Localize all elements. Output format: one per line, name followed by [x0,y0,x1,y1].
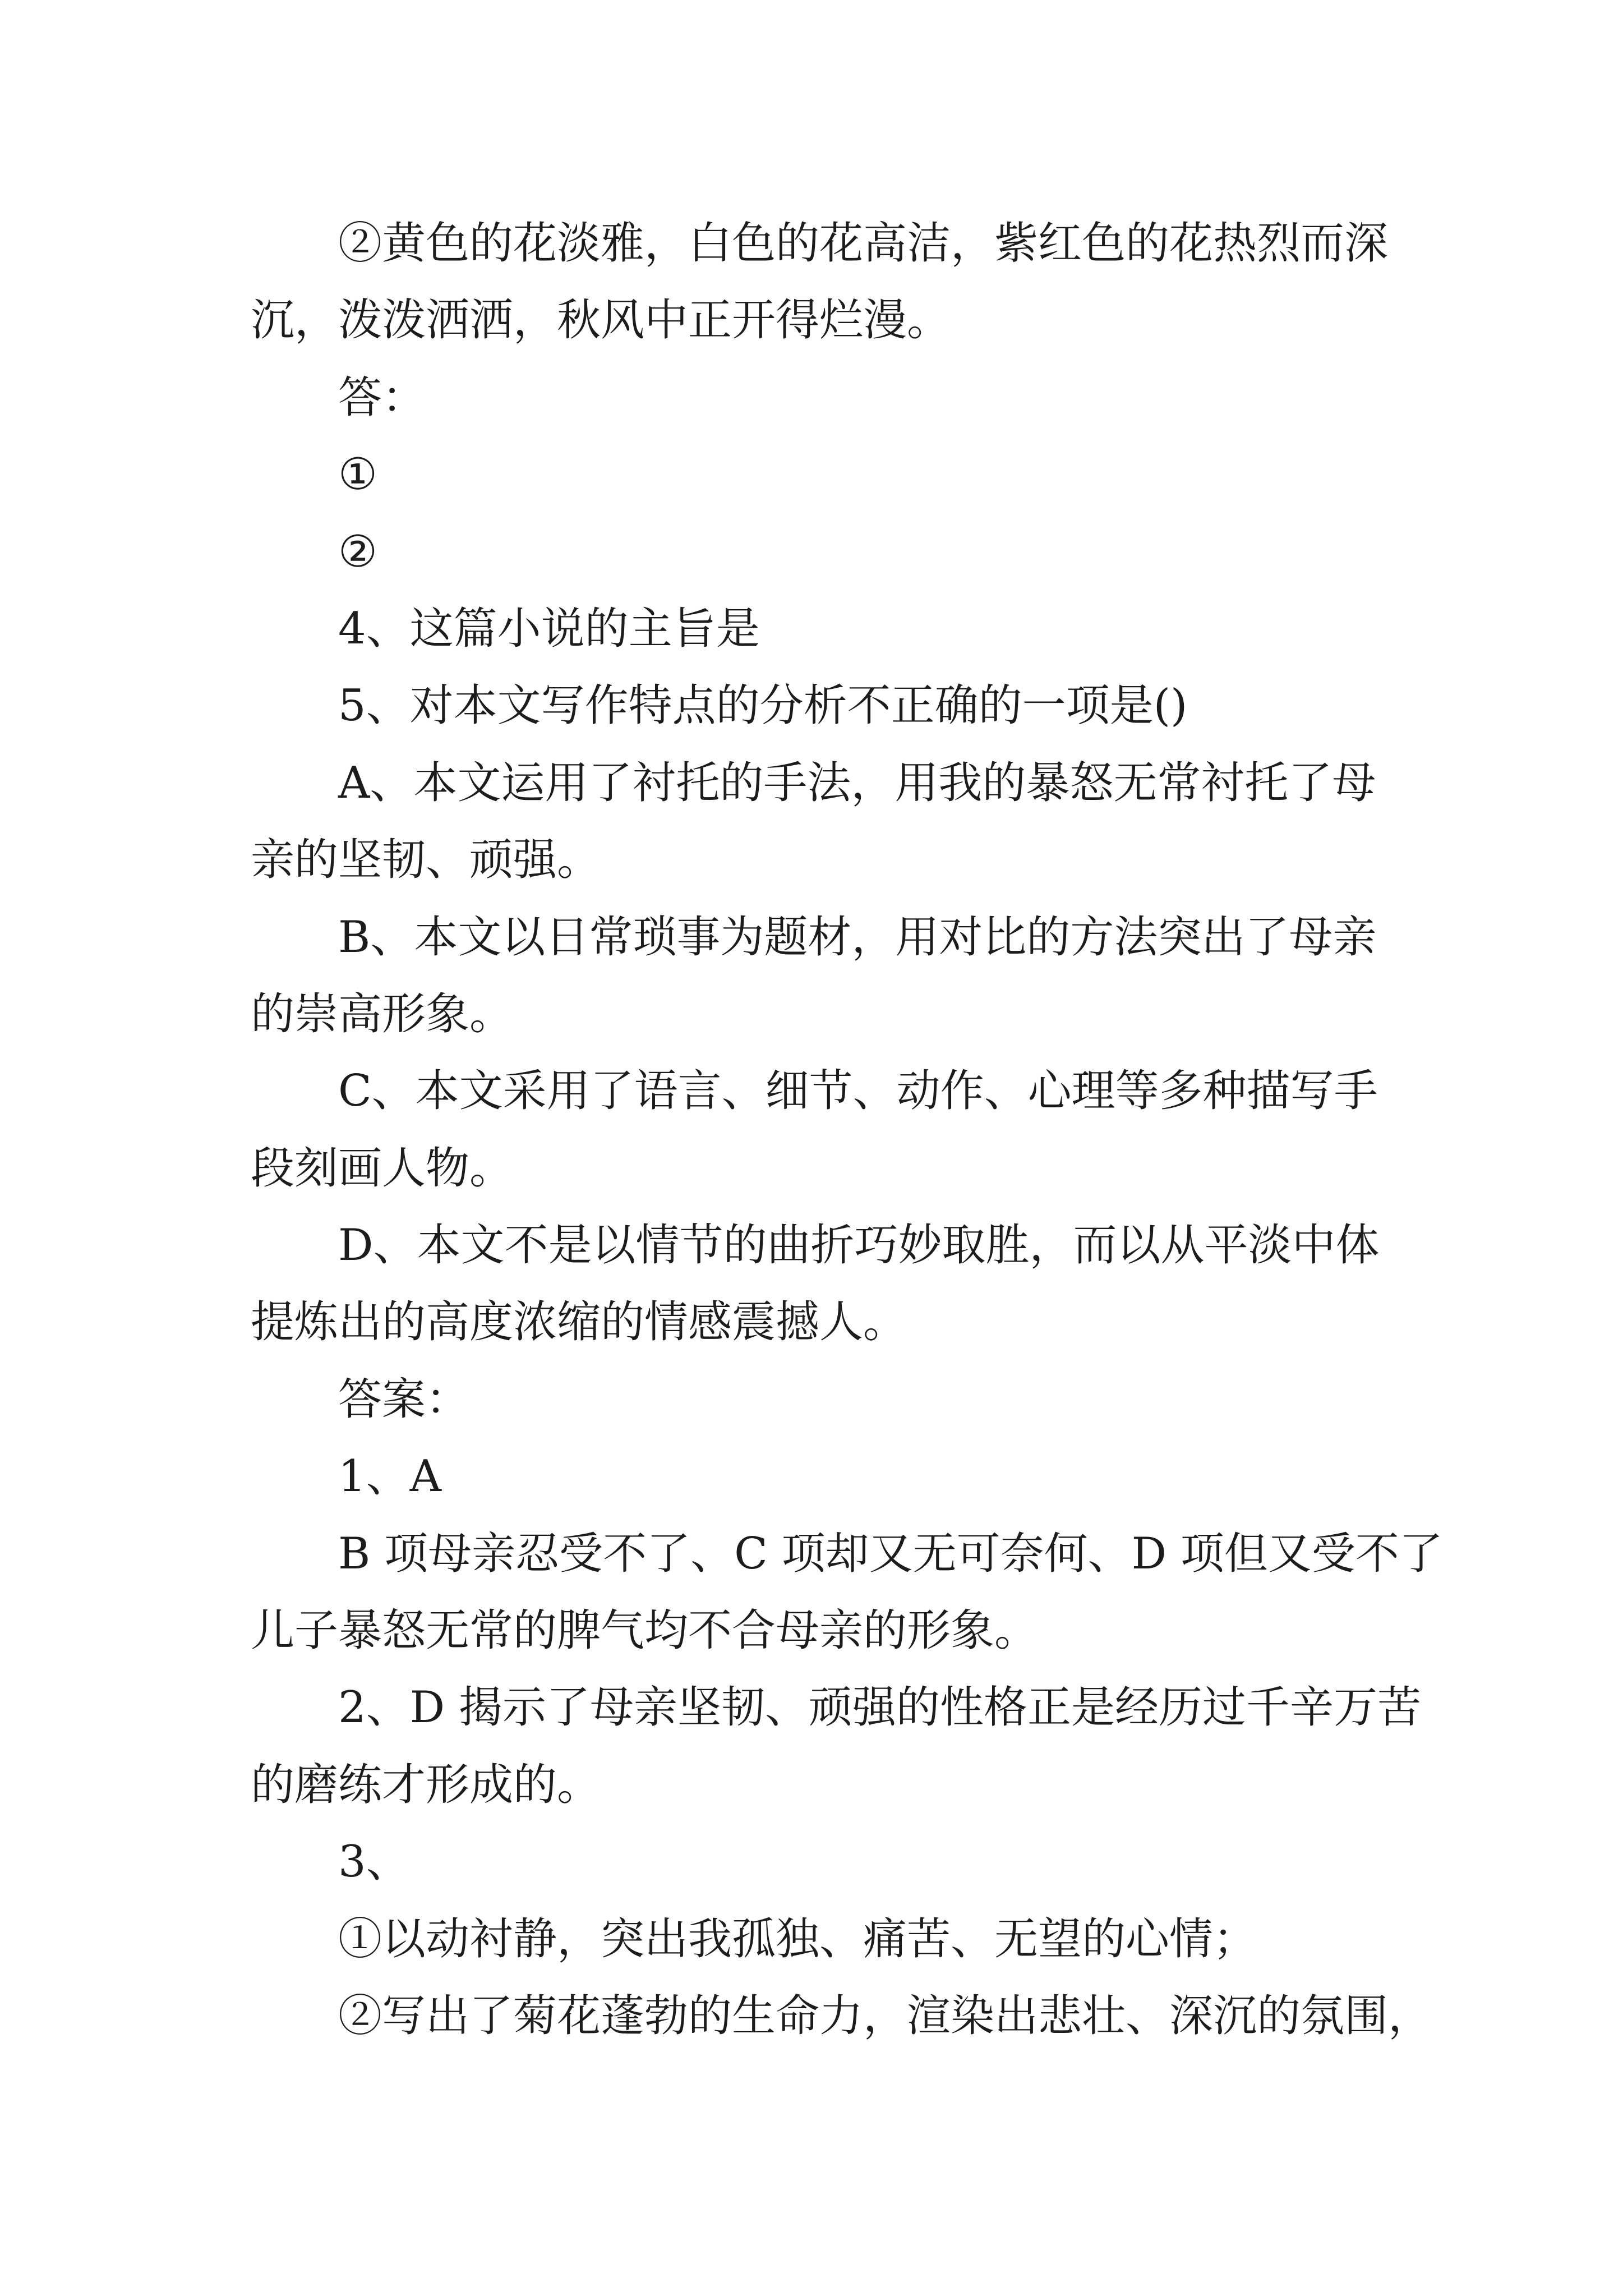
text-line: 5、对本文写作特点的分析不正确的一项是() [338,680,1188,731]
text-line: 提炼出的高度浓缩的情感震撼人。 [251,1297,907,1348]
text-line: 段刻画人物。 [251,1143,514,1194]
text-line: 3、 [338,1837,410,1888]
text-line: C、本文采用了语言、细节、动作、心理等多种描写手 [338,1066,1378,1117]
text-line: 答案： [338,1374,470,1425]
option-b [251,899,1484,1053]
option-a [251,745,1484,899]
text-line: 答： [338,372,426,423]
text-line: ① [338,449,377,500]
text-line: 的磨练才形成的。 [251,1759,601,1810]
text-line: B 项母亲忍受不了、C 项却又无可奈何、D 项但又受不了 [338,1528,1443,1579]
answer-3-point-1 [251,1901,1484,1978]
text-line: ② [338,526,377,577]
text-line: 亲的坚韧、顽强。 [251,835,601,886]
answer-key-heading [251,1361,1484,1438]
text-line: 的崇高形象。 [251,988,514,1039]
text-line: B、本文以日常琐事为题材，用对比的方法突出了母亲 [338,912,1377,963]
text-line: ①以动衬静，突出我孤独、痛苦、无望的心情； [338,1913,1257,1964]
answer-3-point-2 [251,1978,1484,2055]
text-line: A、本文运用了衬托的手法，用我的暴怒无常衬托了母 [338,757,1376,808]
question-4 [251,591,1484,668]
text-line: 儿子暴怒无常的脾气均不合母亲的形象。 [251,1605,1039,1657]
answer-blank-2 [251,514,1484,591]
text-line: 1、A [338,1451,441,1502]
answer-2 [251,1669,1484,1824]
text-line: ②黄色的花淡雅，白色的花高洁，紫红色的花热烈而深 [338,218,1389,269]
answer-1-explanation [251,1516,1484,1670]
answer-3-heading [251,1824,1484,1901]
text-line: 沉，泼泼洒洒，秋风中正开得烂漫。 [251,295,951,346]
option-d [251,1207,1484,1361]
text-line: 2、D 揭示了母亲坚韧、顽强的性格正是经历过千辛万苦 [338,1682,1421,1733]
answer-label [251,360,1484,436]
answer-blank-1 [251,436,1484,513]
question-5 [251,668,1484,744]
option-c [251,1053,1484,1207]
sentence-2-text [251,205,1484,360]
text-line: 4、这篇小说的主旨是 [338,603,760,654]
document-body [251,205,1484,2055]
answer-1 [251,1438,1484,1515]
text-line: ②写出了菊花蓬勃的生命力，渲染出悲壮、深沉的氛围， [338,1990,1432,2041]
text-line: D、本文不是以情节的曲折巧妙取胜，而以从平淡中体 [338,1220,1380,1271]
